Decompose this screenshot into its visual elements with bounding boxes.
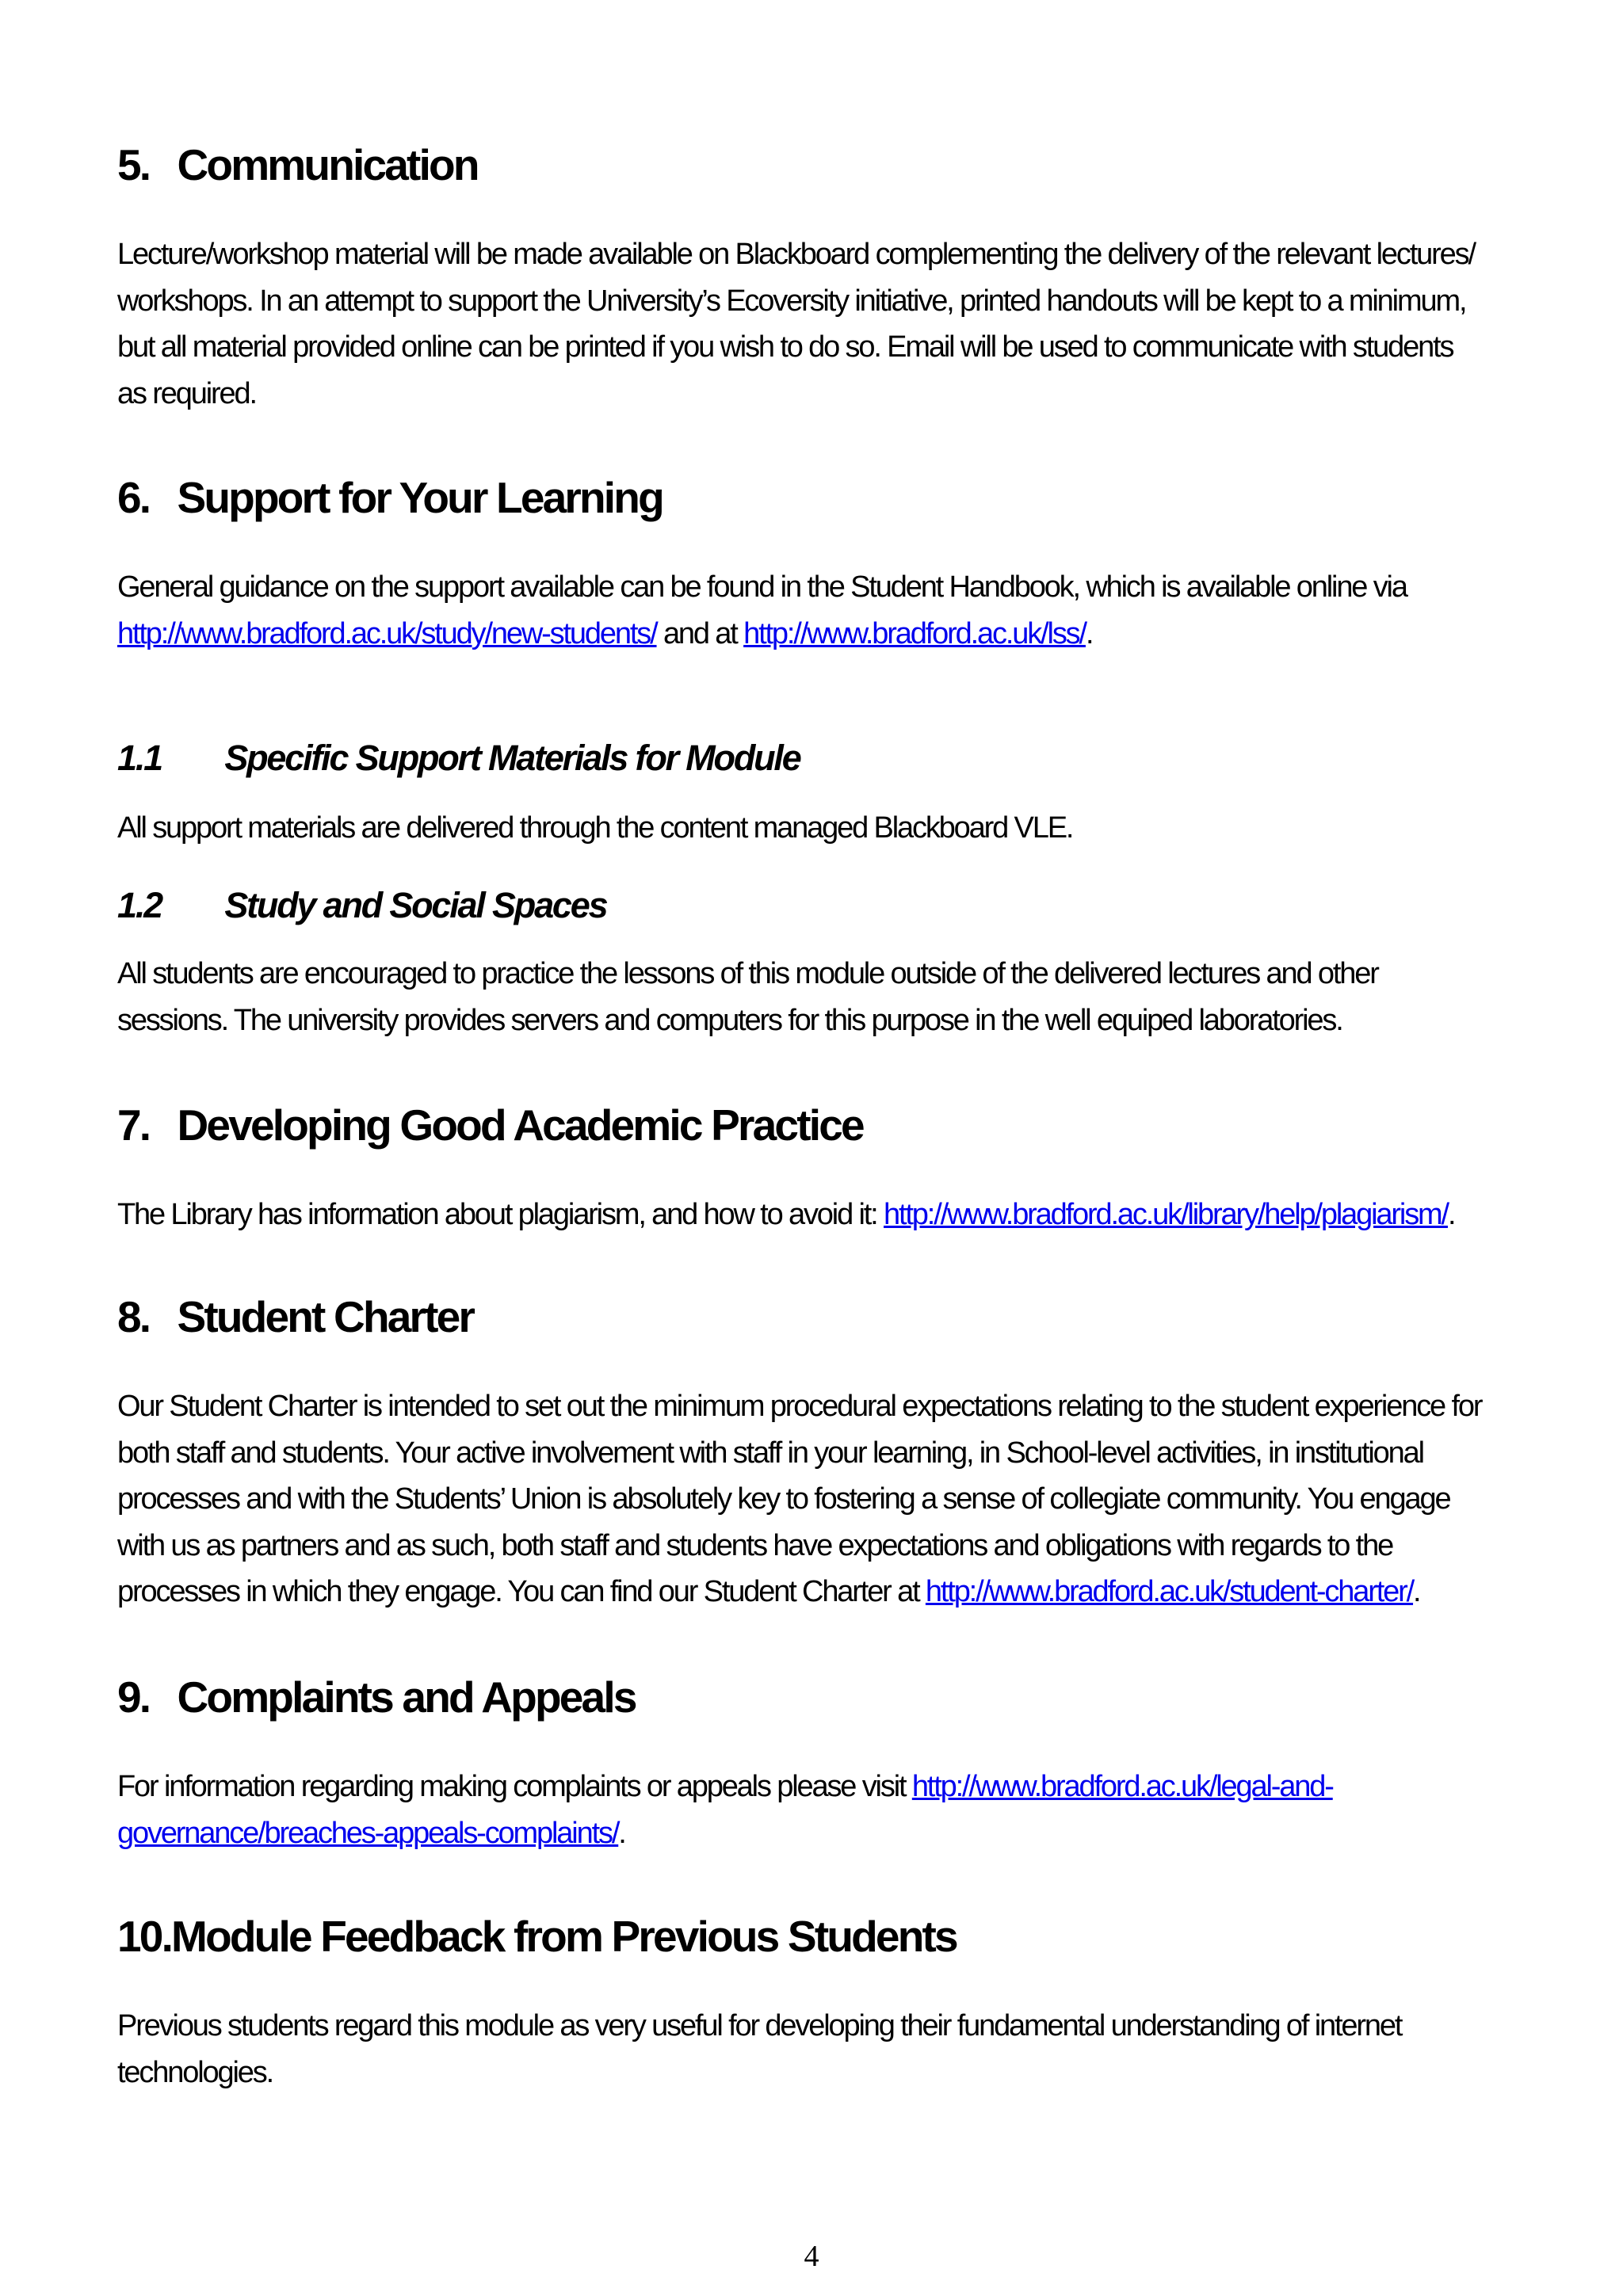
paragraph-line: both staff and students. Your active involvement with staff in your learning, in School-level activities, in institutional: [117, 1436, 1423, 1470]
plagiarism-link[interactable]: http://www.bradford.ac.uk/library/help/plagiarism/: [884, 1198, 1448, 1231]
section-9-heading: [117, 1672, 636, 1722]
new-students-link[interactable]: http://www.bradford.ac.uk/study/new-students/: [117, 616, 657, 650]
paragraph-line: [117, 611, 1528, 658]
section-8-heading: [117, 1291, 473, 1342]
paragraph-line: All students are encouraged to practice the lessons of this module outside of the delivered lectures and other: [117, 957, 1378, 990]
complaints-link[interactable]: http://www.bradford.ac.uk/legal-and-: [911, 1770, 1333, 1803]
section-6-heading: [117, 472, 663, 523]
section-number: 7.: [117, 1100, 150, 1150]
paragraph-text: The Library has information about plagiarism, and how to avoid it:: [117, 1198, 884, 1231]
subsection-number: 1.1: [117, 738, 162, 778]
subsection-1-1-paragraph: [117, 805, 1528, 852]
link-separator: and at: [656, 616, 744, 650]
section-number: 5.: [117, 140, 150, 189]
subsection-title: Specific Support Materials for Module: [224, 738, 800, 778]
complaints-link-continued[interactable]: governance/breaches-appeals-complaints/: [117, 1816, 619, 1850]
section-6-paragraph: [117, 564, 1528, 657]
section-10-paragraph: [117, 2003, 1528, 2096]
paragraph-line: technologies.: [117, 2055, 273, 2089]
section-number: 9.: [117, 1672, 150, 1722]
section-7-paragraph: [117, 1192, 1528, 1238]
section-10-heading: 10.Module Feedback from Previous Students: [117, 1912, 957, 1961]
section-5-heading: [117, 139, 478, 190]
paragraph-line: [117, 1192, 1528, 1238]
section-title: Student Charter: [177, 1292, 474, 1341]
paragraph-line: General guidance on the support available can be found in the Student Handbook, which is available online via: [117, 570, 1407, 604]
section-8-paragraph: [117, 1383, 1528, 1615]
subsection-1-2-heading: [117, 884, 606, 927]
paragraph-line: [117, 1764, 1528, 1810]
sentence-end: .: [618, 1816, 625, 1850]
subsection-number: 1.2: [117, 885, 162, 925]
paragraph-line: as required.: [117, 376, 256, 410]
section-number: 8.: [117, 1292, 150, 1341]
paragraph-line: sessions. The university provides servers and computers for this purpose in the well equiped laboratories.: [117, 1003, 1342, 1037]
paragraph-line: with us as partners and as such, both staff and students have expectations and obligations with regards to the: [117, 1528, 1393, 1562]
paragraph-line: processes and with the Students’ Union is absolutely key to fostering a sense of collegiate community. You engage: [117, 1482, 1450, 1516]
sentence-end: .: [1085, 616, 1093, 650]
lss-link[interactable]: http://www.bradford.ac.uk/lss/: [743, 616, 1086, 650]
subsection-title: Study and Social Spaces: [224, 885, 607, 925]
paragraph-line: workshops. In an attempt to support the University’s Ecoversity initiative, printed handouts will be kept to a minimum,: [117, 284, 1466, 318]
section-title: Support for Your Learning: [177, 473, 663, 522]
paragraph-text: processes in which they engage. You can find our Student Charter at: [117, 1575, 926, 1608]
section-5-paragraph: [117, 231, 1528, 417]
page-number: 4: [804, 2240, 819, 2273]
section-number: 6.: [117, 473, 150, 522]
paragraph-text: For information regarding making complaints or appeals please visit: [117, 1770, 912, 1803]
paragraph-line: but all material provided online can be printed if you wish to do so. Email will be used to communicate with students: [117, 330, 1453, 364]
student-charter-link[interactable]: http://www.bradford.ac.uk/student-charter/: [925, 1575, 1414, 1608]
sentence-end: .: [1447, 1198, 1455, 1231]
subsection-1-1-heading: [117, 737, 800, 780]
paragraph-line: [117, 1569, 1528, 1615]
paragraph-line: Previous students regard this module as very useful for developing their fundamental understanding of internet: [117, 2009, 1402, 2042]
section-title: Complaints and Appeals: [177, 1672, 636, 1722]
section-title: Communication: [177, 140, 478, 189]
paragraph-line: Lecture/workshop material will be made available on Blackboard complementing the delivery of the relevant lectures/: [117, 238, 1475, 271]
section-title: Developing Good Academic Practice: [177, 1100, 863, 1150]
paragraph-line: All support materials are delivered through the content managed Blackboard VLE.: [117, 811, 1073, 845]
section-9-paragraph: [117, 1764, 1528, 1856]
paragraph-line: [117, 1810, 1528, 1857]
sentence-end: .: [1413, 1575, 1420, 1608]
section-7-heading: [117, 1100, 863, 1150]
paragraph-line: Our Student Charter is intended to set out the minimum procedural expectations relating to the student experience for: [117, 1390, 1482, 1423]
subsection-1-2-paragraph: [117, 951, 1528, 1043]
